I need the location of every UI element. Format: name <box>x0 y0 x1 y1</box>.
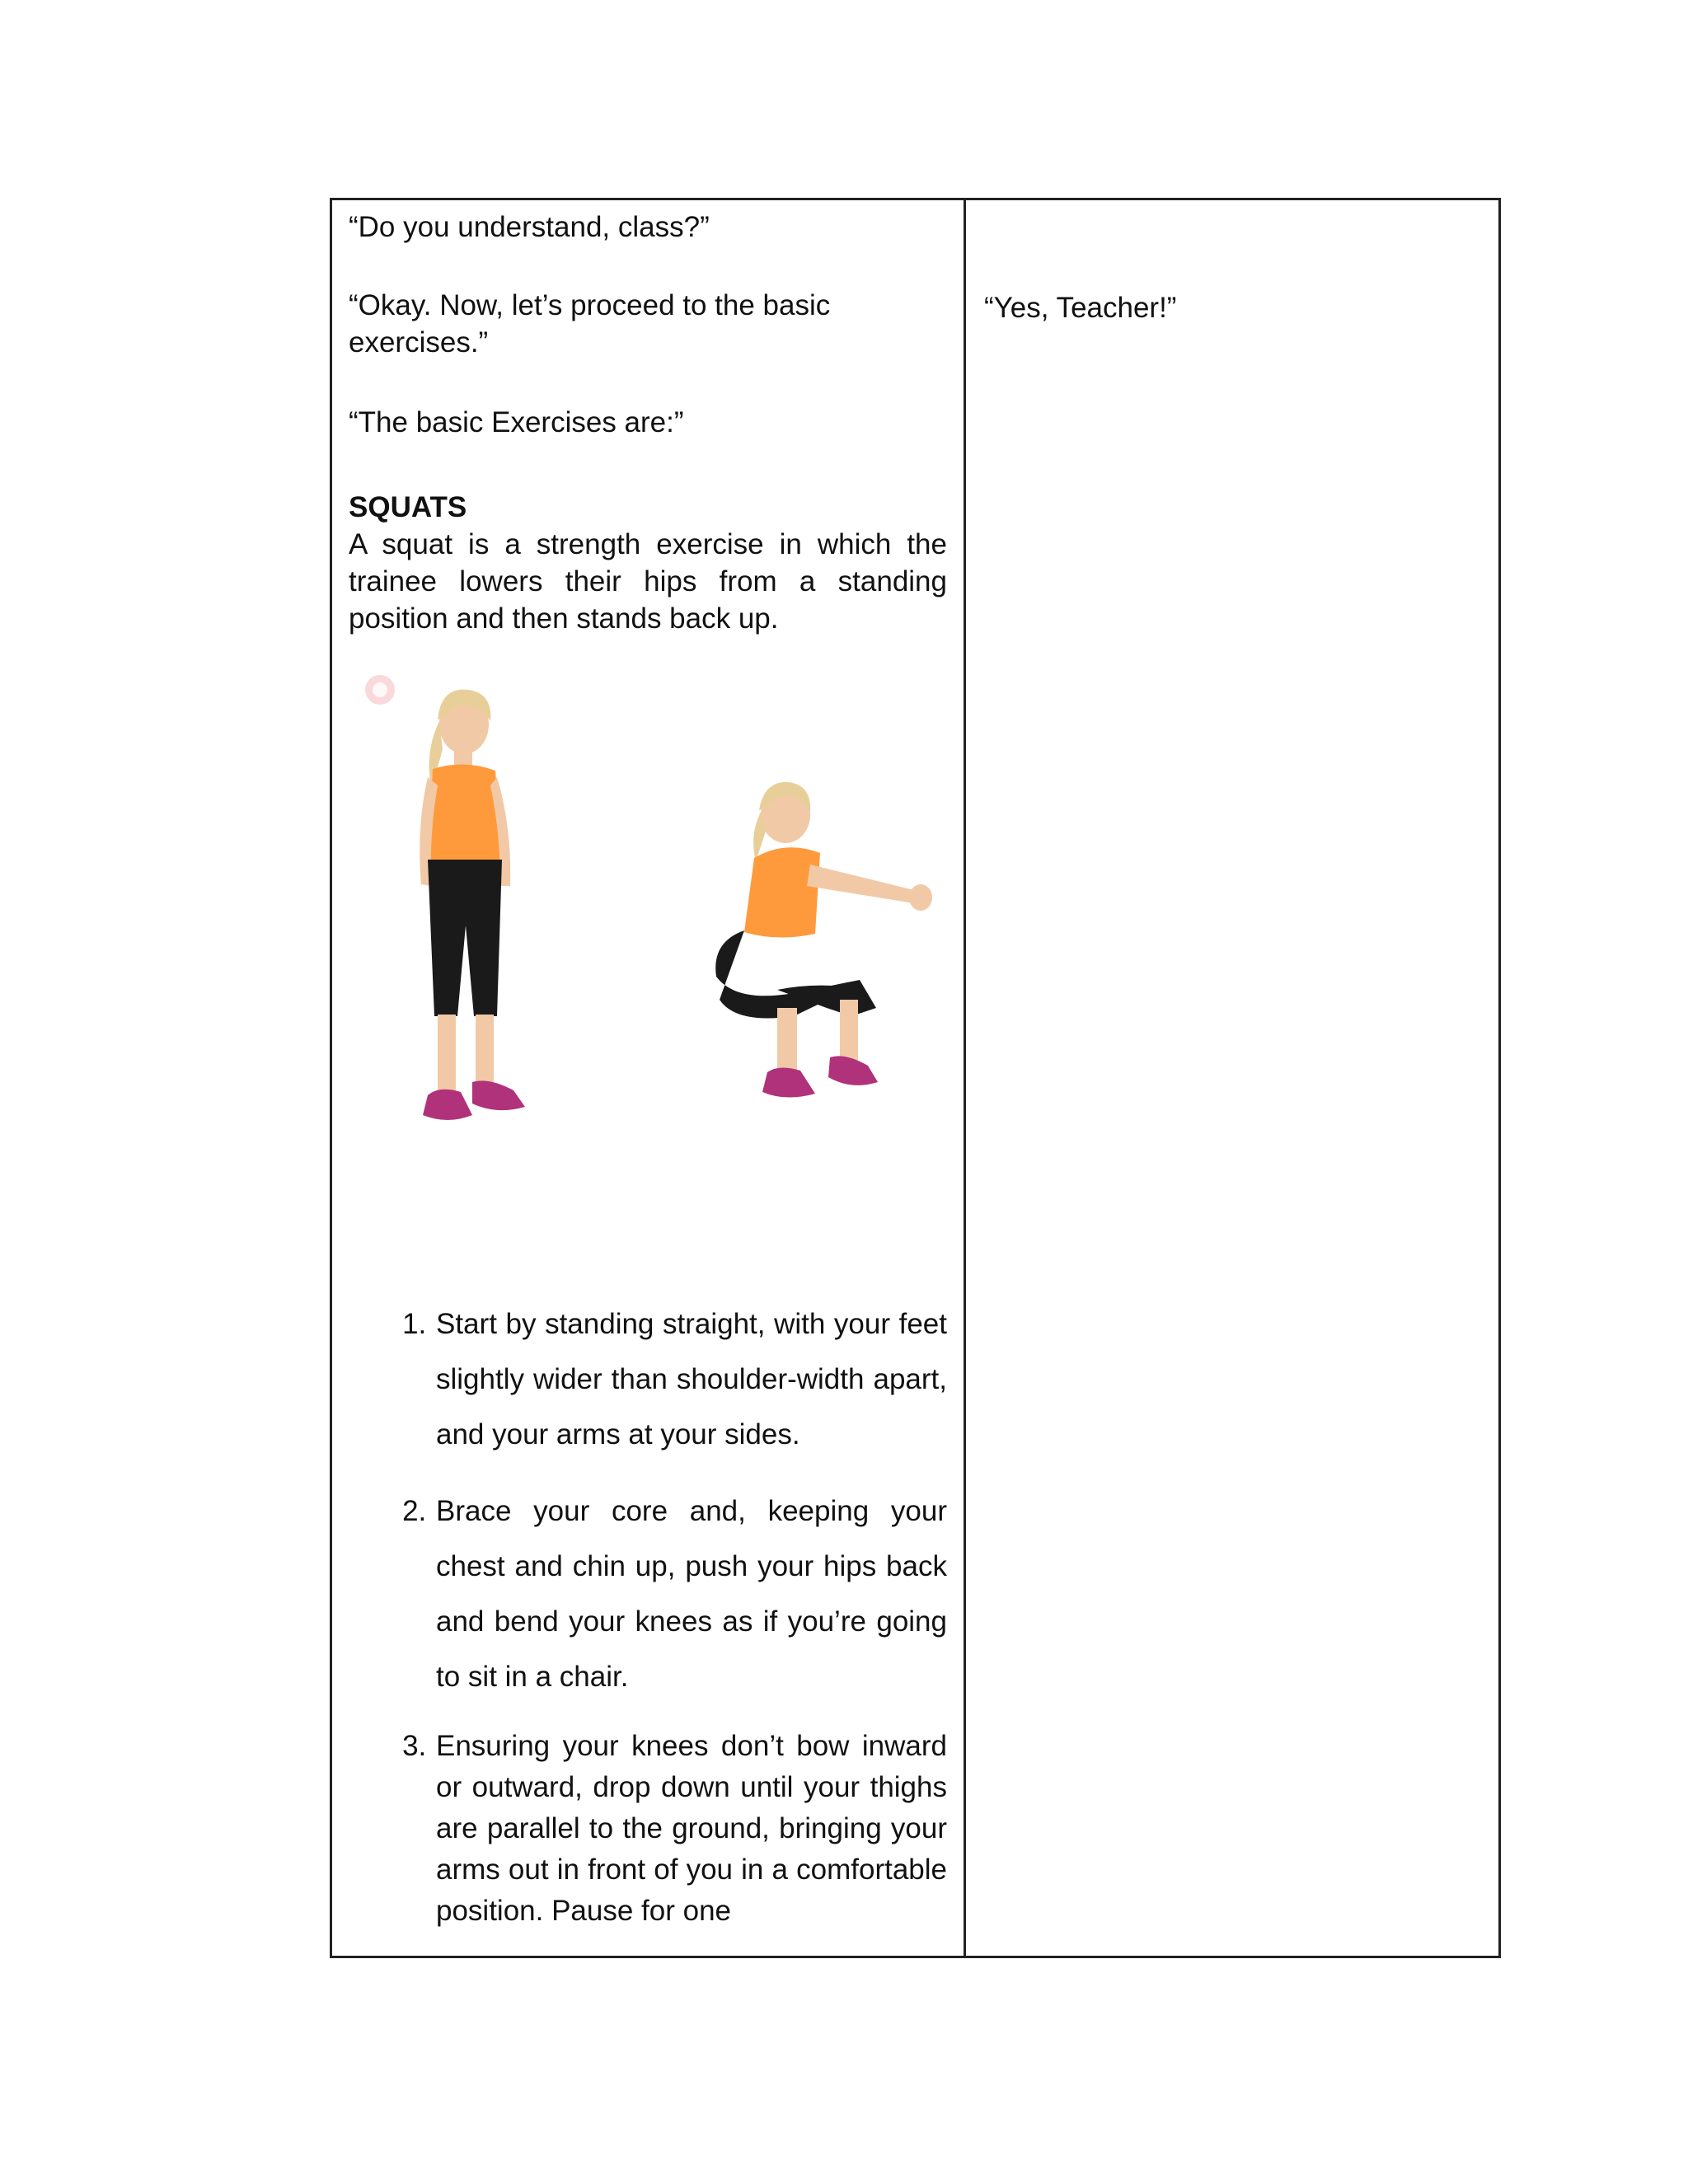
squat-illustration <box>349 670 947 1197</box>
list-item: 1. Start by standing straight, with your feet slightly wider than shoulder-width apart, and your arms at your sides. <box>434 1296 947 1462</box>
student-activity-cell <box>965 199 1500 1957</box>
lesson-table <box>330 198 1501 1958</box>
teacher-line: “Do you understand, class?” <box>349 211 710 243</box>
squat-illustration-image <box>349 670 947 1197</box>
teacher-line: “Okay. Now, let’s proceed to the basic exercises.” <box>349 289 831 359</box>
exercise-heading: SQUATS <box>349 491 467 523</box>
table-row <box>331 199 1500 1957</box>
teacher-activity-cell <box>331 199 965 1957</box>
teacher-line: “The basic Exercises are:” <box>349 406 684 438</box>
exercise-definition: A squat is a strength exercise in which the trainee lowers their hips from a standing position and then stands back up. <box>349 528 947 635</box>
squatting-figure <box>715 782 932 1098</box>
student-reply: “Yes, Teacher!” <box>984 292 1177 324</box>
list-item: 3. Ensuring your knees don’t bow inward or outward, drop down until your thighs are parallel to the ground, bringing your arms out in front of you in a comfortable position. Pause for one <box>434 1726 947 1932</box>
standing-figure <box>420 690 525 1120</box>
list-item: 2. Brace your core and, keeping your chest and chin up, push your hips back and bend your knees as if you’re going to sit in a chair. <box>434 1483 947 1704</box>
exercise-steps <box>349 1296 947 1932</box>
